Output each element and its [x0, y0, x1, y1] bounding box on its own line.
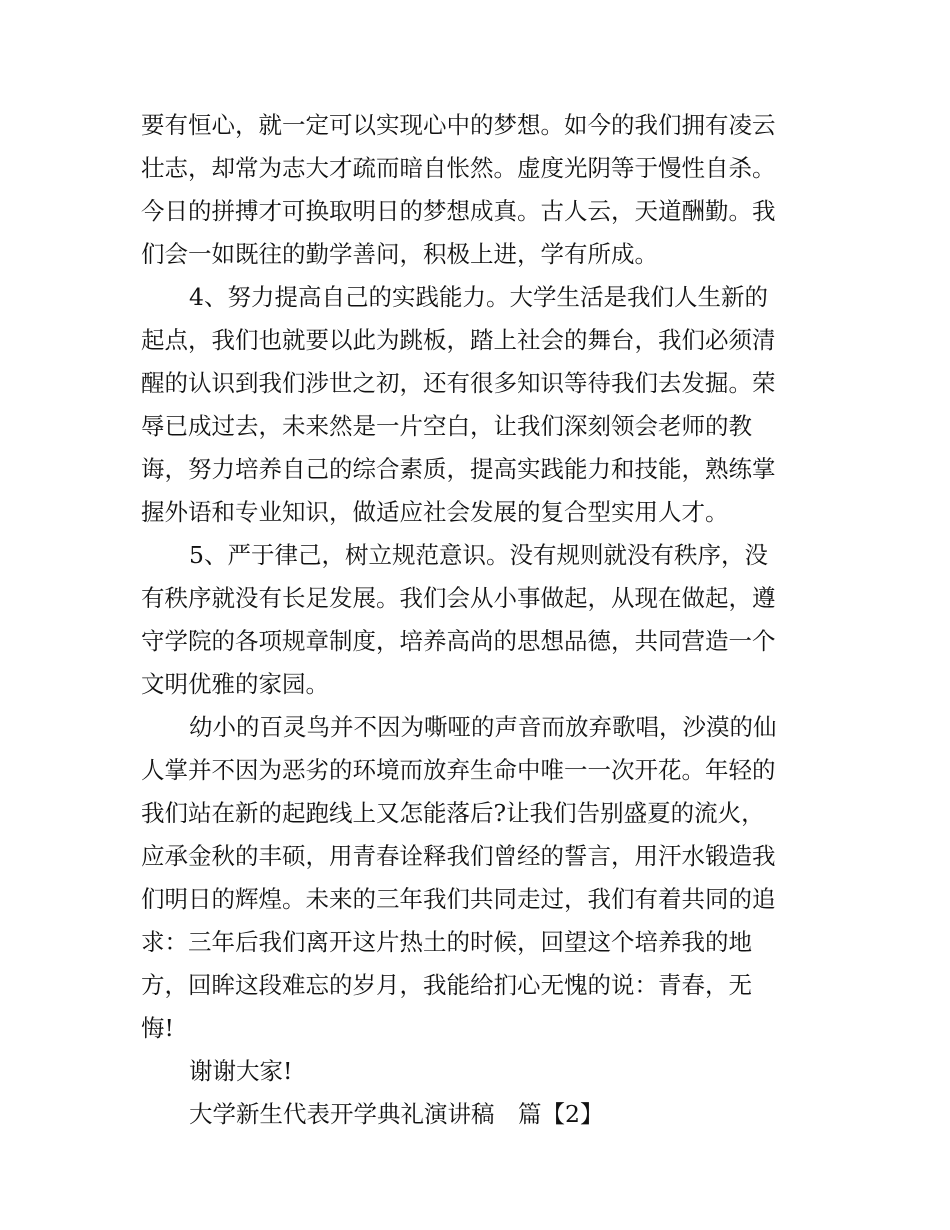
paragraph-5-start: 5、严于律己，树立规范意识。没有规则就没有秩序，没 — [189, 541, 768, 569]
text-line: 醒的认识到我们涉世之初，还有很多知识等待我们去发掘。荣 — [141, 369, 776, 397]
text-line: 起点，我们也就要以此为跳板，踏上社会的舞台，我们必须清 — [141, 326, 776, 354]
text-line: 要有恒心，就一定可以实现心中的梦想。如今的我们拥有凌云 — [141, 111, 776, 139]
thanks-line: 谢谢大家! — [189, 1057, 293, 1085]
text-line: 壮志，却常为志大才疏而暗自怅然。虚度光阴等于慢性自杀。 — [141, 154, 776, 182]
text-line: 诲，努力培养自己的综合素质，提高实践能力和技能，熟练掌 — [141, 455, 776, 483]
text-line: 辱已成过去，未来然是一片空白，让我们深刻领会老师的教 — [141, 412, 752, 440]
text-line: 求：三年后我们离开这片热土的时候，回望这个培养我的地 — [141, 928, 752, 956]
text-line: 应承金秋的丰硕，用青春诠释我们曾经的誓言，用汗水锻造我 — [141, 842, 776, 870]
section-heading: 大学新生代表开学典礼演讲稿 篇【2】 — [189, 1100, 604, 1128]
text-line: 方，回眸这段难忘的岁月，我能给扪心无愧的说：青春，无 — [141, 971, 752, 999]
paragraph-closing-start: 幼小的百灵鸟并不因为嘶哑的声音而放弃歌唱，沙漠的仙 — [189, 713, 777, 741]
paragraph-4-start: 4、努力提高自己的实践能力。大学生活是我们人生新的 — [189, 283, 768, 311]
text-line: 悔! — [141, 1014, 174, 1042]
text-line: 人掌并不因为恶劣的环境而放弃生命中唯一一次开花。年轻的 — [141, 756, 776, 784]
text-line: 有秩序就没有长足发展。我们会从小事做起，从现在做起，遵 — [141, 584, 776, 612]
text-line: 文明优雅的家园。 — [141, 670, 329, 698]
text-line: 们明日的辉煌。未来的三年我们共同走过，我们有着共同的追 — [141, 885, 776, 913]
text-line: 守学院的各项规章制度，培养高尚的思想品德，共同营造一个 — [141, 627, 776, 655]
text-line: 今日的拼搏才可换取明日的梦想成真。古人云，天道酬勤。我 — [141, 197, 776, 225]
text-line: 我们站在新的起跑线上又怎能落后?让我们告别盛夏的流火， — [141, 799, 765, 827]
text-line: 们会一如既往的勤学善问，积极上进，学有所成。 — [141, 240, 658, 268]
text-line: 握外语和专业知识，做适应社会发展的复合型实用人才。 — [141, 498, 729, 526]
